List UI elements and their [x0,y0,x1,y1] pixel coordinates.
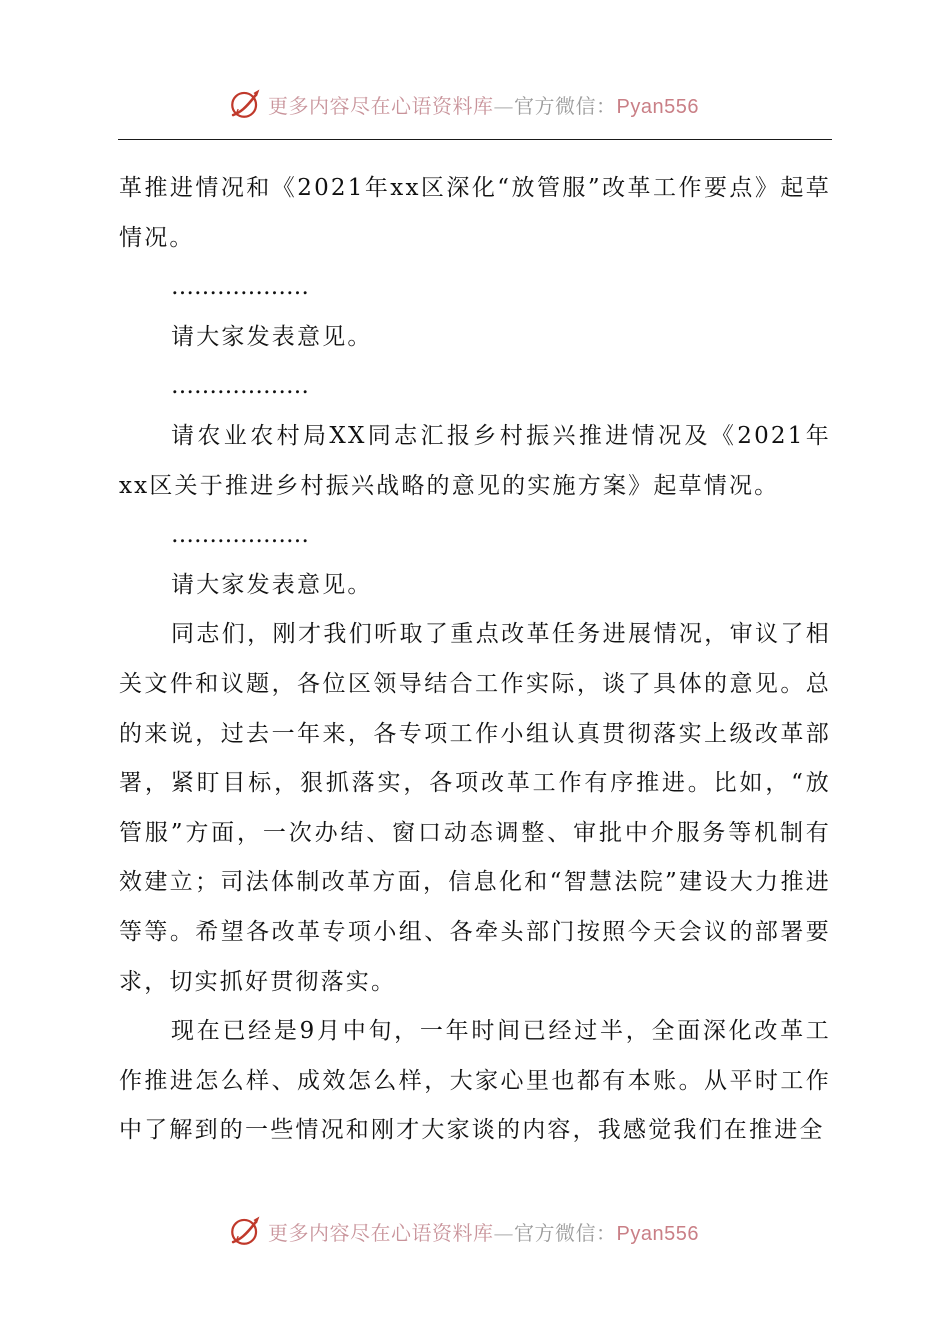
pen-in-circle-logo [228,1214,262,1248]
ellipsis-2: ……………… [171,373,309,400]
footer-banner-sub: 官方微信： [514,1220,617,1245]
header-banner-main: 更多内容尽在心语资料库 [268,93,494,118]
paragraph-4: 请大家发表意见。 [171,571,373,598]
footer-banner-wechat-id: Pyan556 [616,1222,699,1245]
pen-in-circle-logo [228,87,262,121]
paragraph-3: 请农业农村局XX同志汇报乡村振兴推进情况及《2021年xx区关于推进乡村振兴战略的意见的实施方案》起草情况。 [119,422,831,499]
header-banner [0,84,950,124]
header-banner-wechat-id: Pyan556 [616,95,699,118]
paragraph-5: 同志们，刚才我们听取了重点改革任务进展情况，审议了相关文件和议题，各位区领导结合工作实际，谈了具体的意见。总的来说，过去一年来，各专项工作小组认真贯彻落实上级改革部署，紧盯目标，狠抓落实，各项改革工作有序推进。比如，“放管服”方面，一次办结、窗口动态调整、审批中介服务等机制有效建立；司法体制改革方面，信息化和“智慧法院”建设大力推进等等。希望各改革专项小组、各牵头部门按照今天会议的部署要求，切实抓好贯彻落实。 [119,621,831,995]
header-banner-sub: 官方微信： [514,93,617,118]
ellipsis-1: ……………… [171,274,309,301]
footer-banner-dash: — [493,1220,514,1245]
header-banner-dash: — [493,93,514,118]
paragraph-6: 现在已经是9月中旬，一年时间已经过半，全面深化改革工作推进怎么样、成效怎么样，大家心里也都有本账。从平时工作中了解到的一些情况和刚才大家谈的内容，我感觉我们在推进全 [119,1018,831,1144]
paragraph-1: 革推进情况和《2021年xx区深化“放管服”改革工作要点》起草情况。 [119,175,831,251]
document-body [119,164,831,1156]
ellipsis-3: ……………… [171,522,309,549]
footer-banner [0,1211,950,1251]
header-banner-text [268,90,699,119]
header-rule [118,139,832,140]
paragraph-2: 请大家发表意见。 [171,323,373,350]
footer-banner-main: 更多内容尽在心语资料库 [268,1220,494,1245]
footer-banner-text [268,1217,699,1246]
